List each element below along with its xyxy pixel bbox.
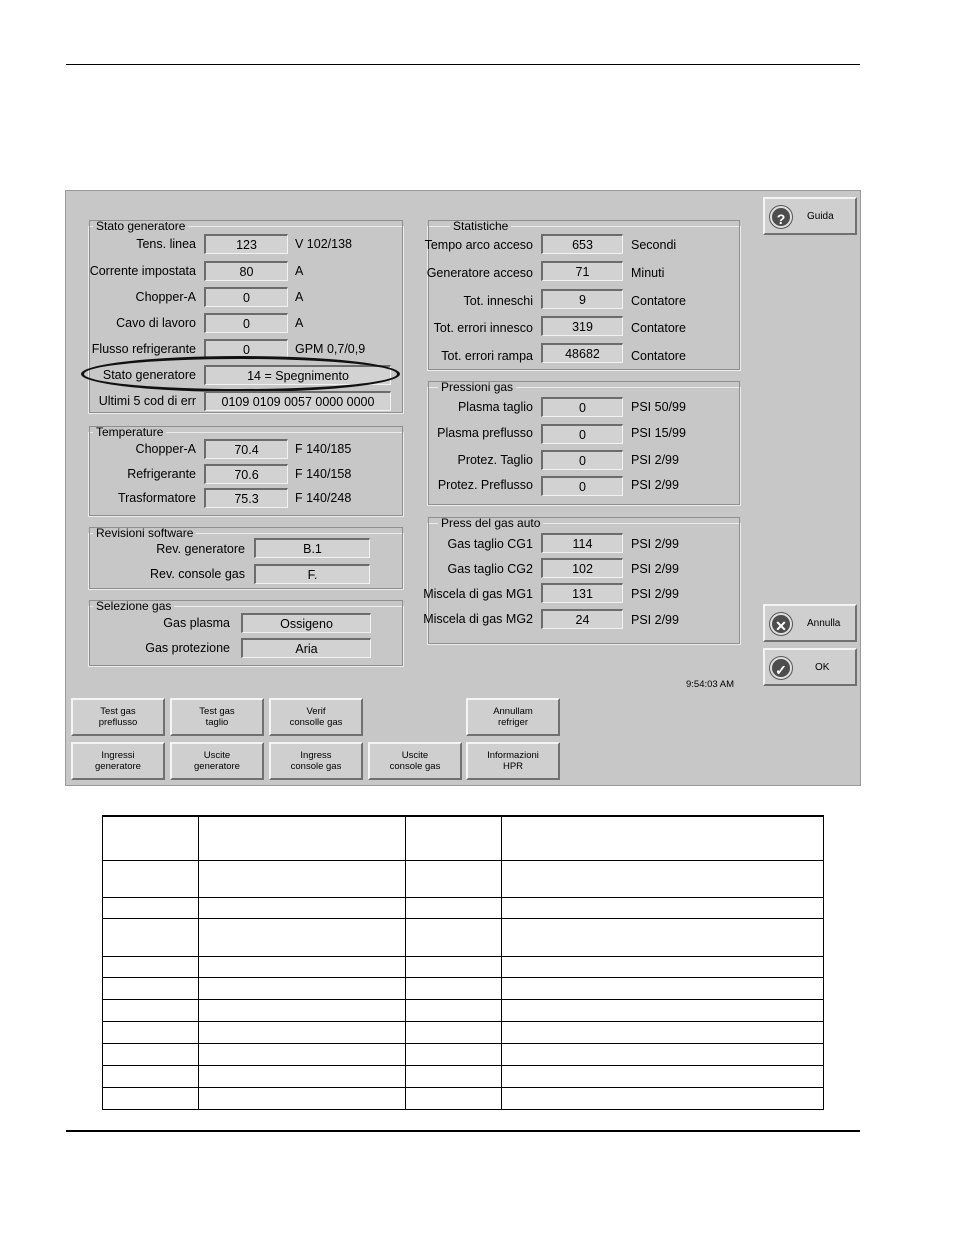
unit-tempo-arco-acceso: Secondi [631,238,677,252]
table-row [103,1065,824,1087]
label-plasma-preflusso: Plasma preflusso [437,426,533,440]
value-generatore-acceso: 71 [541,261,623,281]
guida-button[interactable] [763,197,857,235]
unit-generatore-acceso: Minuti [631,266,665,280]
value-plasma-taglio: 0 [541,397,623,417]
informazioni-hpr-button[interactable]: Informazioni HPR [466,742,560,780]
footer-rule [66,1130,860,1132]
group-legend: Statistiche [453,219,509,233]
table-row [103,956,824,977]
value-rev-console-gas: F. [254,564,370,584]
label-tempo-arco-acceso: Tempo arco acceso [424,238,533,252]
value-gas-taglio-cg1: 114 [541,533,623,553]
value-stato-generatore: 14 = Spegnimento [204,365,391,385]
value-miscela-mg2: 24 [541,609,623,629]
unit-tot-errori-rampa: Contatore [631,349,686,363]
label-rev-console-gas: Rev. console gas [150,567,245,581]
group-legend: Press del gas auto [441,516,541,530]
unit-temp-refrigerante: F 140/158 [295,467,352,481]
highlight-ellipse [81,356,400,392]
unit-protez-preflusso: PSI 2/99 [631,478,679,492]
label-plasma-taglio: Plasma taglio [457,400,533,414]
unit-chopper-a: A [295,290,304,304]
group-legend: Stato generatore [96,219,186,233]
label-tot-inneschi: Tot. inneschi [463,294,533,308]
unit-temp-chopper-a: F 140/185 [295,442,352,456]
label-protez-taglio: Protez. Taglio [457,453,533,467]
annulla-button-label: Annulla [807,618,841,629]
value-rev-generatore: B.1 [254,538,370,558]
value-tot-inneschi: 9 [541,289,623,309]
unit-miscela-mg1: PSI 2/99 [631,587,679,601]
unit-corrente-impostata: A [295,264,304,278]
annullam-refriger-button[interactable]: Annullam refriger [466,698,560,736]
table-row [103,860,824,897]
value-miscela-mg1: 131 [541,583,623,603]
guida-button-label: Guida [807,211,834,222]
ingressi-generatore-button[interactable]: Ingressi generatore [71,742,165,780]
group-legend: Pressioni gas [441,380,514,394]
unit-gas-taglio-cg2: PSI 2/99 [631,562,679,576]
label-temp-chopper-a: Chopper-A [135,442,196,456]
label-miscela-mg2: Miscela di gas MG2 [423,612,533,626]
value-cavo-di-lavoro: 0 [204,313,288,333]
unit-flusso-refrigerante: GPM 0,7/0,9 [295,342,366,356]
table-row [103,1087,824,1109]
value-tot-errori-innesco: 319 [541,316,623,336]
value-corrente-impostata: 80 [204,261,288,281]
group-legend: Temperature [96,425,164,439]
table-row [103,1043,824,1065]
ok-button[interactable] [763,648,857,686]
value-temp-trasformatore: 75.3 [204,488,288,508]
annulla-button[interactable] [763,604,857,642]
uscite-generatore-button[interactable]: Uscite generatore [170,742,264,780]
value-gas-protezione: Aria [241,638,371,658]
value-temp-refrigerante: 70.6 [204,464,288,484]
value-gas-plasma: Ossigeno [241,613,371,633]
unit-plasma-preflusso: PSI 15/99 [631,426,686,440]
group-legend: Selezione gas [96,599,172,613]
help-icon: ? [770,206,792,228]
unit-tot-inneschi: Contatore [631,294,686,308]
label-cavo-di-lavoro: Cavo di lavoro [116,316,196,330]
value-temp-chopper-a: 70.4 [204,439,288,459]
label-gas-taglio-cg1: Gas taglio CG1 [447,537,533,551]
value-tens-linea: 123 [204,234,288,254]
label-corrente-impostata: Corrente impostata [89,264,196,278]
value-gas-taglio-cg2: 102 [541,558,623,578]
test-gas-preflusso-button[interactable]: Test gas preflusso [71,698,165,736]
value-tempo-arco-acceso: 653 [541,234,623,254]
ingress-console-gas-button[interactable]: Ingress console gas [269,742,363,780]
label-protez-preflusso: Protez. Preflusso [437,478,533,492]
table-row [103,999,824,1021]
label-gas-protezione: Gas protezione [145,641,230,655]
table-row [103,1021,824,1043]
diagnostics-screen [65,190,861,786]
ok-button-label: OK [815,662,830,673]
label-temp-refrigerante: Refrigerante [127,467,196,481]
clock: 9:54:03 AM [686,679,735,690]
unit-temp-trasformatore: F 140/248 [295,491,352,505]
header-rule [66,64,860,65]
label-temp-trasformatore: Trasformatore [117,491,196,505]
empty-table [102,815,824,1110]
unit-tot-errori-innesco: Contatore [631,321,686,335]
label-chopper-a: Chopper-A [135,290,196,304]
unit-cavo-di-lavoro: A [295,316,304,330]
label-tot-errori-innesco: Tot. errori innesco [433,321,533,335]
table-row [103,897,824,918]
value-chopper-a: 0 [204,287,288,307]
value-tot-errori-rampa: 48682 [541,343,623,363]
value-flusso-refrigerante: 0 [204,339,288,359]
label-tens-linea: Tens. linea [136,237,196,251]
uscite-console-gas-button[interactable]: Uscite console gas [368,742,462,780]
label-flusso-refrigerante: Flusso refrigerante [91,342,196,356]
label-gas-plasma: Gas plasma [163,616,230,630]
label-stato-generatore: Stato generatore [102,368,196,382]
cancel-icon: ✕ [770,613,792,635]
table-row [103,918,824,956]
test-gas-taglio-button[interactable]: Test gas taglio [170,698,264,736]
label-gas-taglio-cg2: Gas taglio CG2 [447,562,533,576]
value-ultimi-codici-errore: 0109 0109 0057 0000 0000 [204,391,391,411]
value-protez-preflusso: 0 [541,476,623,496]
group-legend: Revisioni software [96,526,194,540]
label-rev-generatore: Rev. generatore [156,542,245,556]
label-ultimi-codici-errore: Ultimi 5 cod di err [98,394,196,408]
label-generatore-acceso: Generatore acceso [426,266,533,280]
value-plasma-preflusso: 0 [541,424,623,444]
unit-protez-taglio: PSI 2/99 [631,453,679,467]
verif-consolle-gas-button[interactable]: Verif consolle gas [269,698,363,736]
unit-tens-linea: V 102/138 [295,237,352,251]
unit-miscela-mg2: PSI 2/99 [631,613,679,627]
table-row [103,977,824,999]
value-protez-taglio: 0 [541,450,623,470]
unit-gas-taglio-cg1: PSI 2/99 [631,537,679,551]
checkmark-icon: ✓ [770,657,792,679]
label-miscela-mg1: Miscela di gas MG1 [423,587,533,601]
label-tot-errori-rampa: Tot. errori rampa [441,349,533,363]
table-row [103,816,824,860]
unit-plasma-taglio: PSI 50/99 [631,400,686,414]
